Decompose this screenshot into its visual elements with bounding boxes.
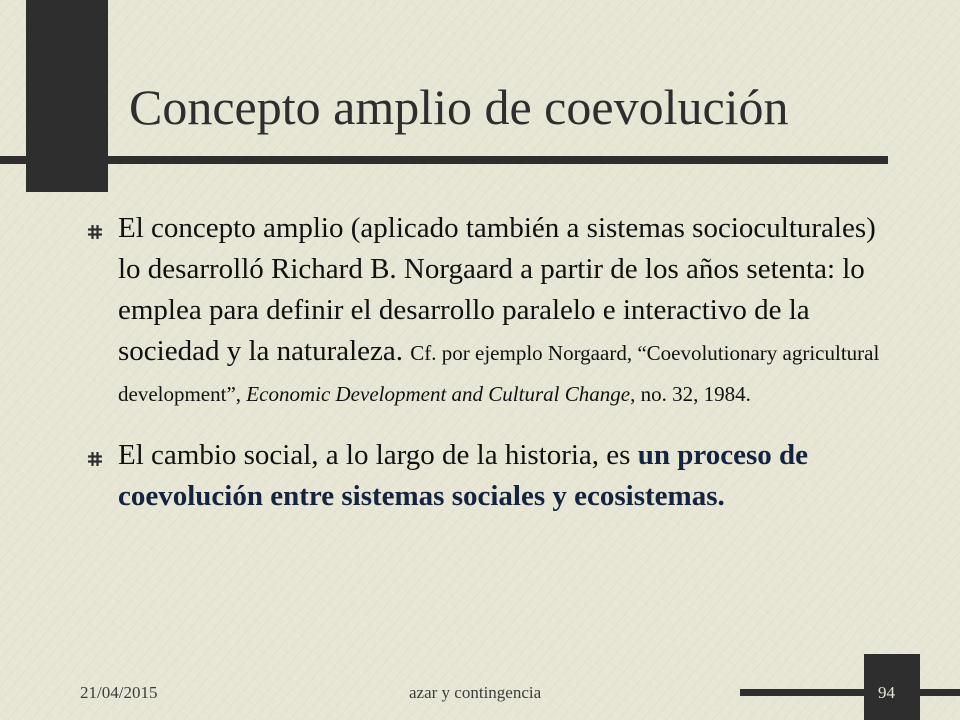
citation-prefix: Cf. por ejemplo Norgaard, “Coevolutionary agricultural development”, bbox=[118, 341, 880, 406]
bullet-1-main-text: El concepto amplio (aplicado también a sistemas socioculturales) lo desarrolló Richard B. Norgaard a partir de los años setenta: lo emplea para definir el desarrollo paralelo e interactivo de la sociedad y la naturaleza. bbox=[118, 212, 876, 367]
bullet-item-1 bbox=[84, 208, 890, 413]
hash-bullet-icon bbox=[88, 225, 102, 239]
footer-rule bbox=[740, 689, 960, 696]
slide-body bbox=[84, 208, 890, 517]
footer-title: azar y contingencia bbox=[409, 683, 542, 702]
hash-bullet-icon bbox=[88, 452, 102, 466]
citation-journal: Economic Development and Cultural Change bbox=[246, 382, 631, 406]
footer-date: 21/04/2015 bbox=[80, 683, 158, 702]
bullet-2-main-text: El cambio social, a lo largo de la historia, es bbox=[118, 439, 638, 471]
bullet-2-emphasis: un proceso de coevolución entre sistemas sociales y ecosistemas. bbox=[118, 439, 808, 512]
title-underline-rule bbox=[0, 156, 888, 164]
citation-suffix: , no. 32, 1984. bbox=[630, 382, 751, 406]
bullet-1-text bbox=[118, 208, 890, 413]
slide-title: Concepto amplio de coevolución bbox=[129, 79, 789, 135]
bullet-item-2 bbox=[84, 435, 890, 517]
bullet-2-text bbox=[118, 435, 890, 517]
page-number: 94 bbox=[878, 683, 895, 702]
